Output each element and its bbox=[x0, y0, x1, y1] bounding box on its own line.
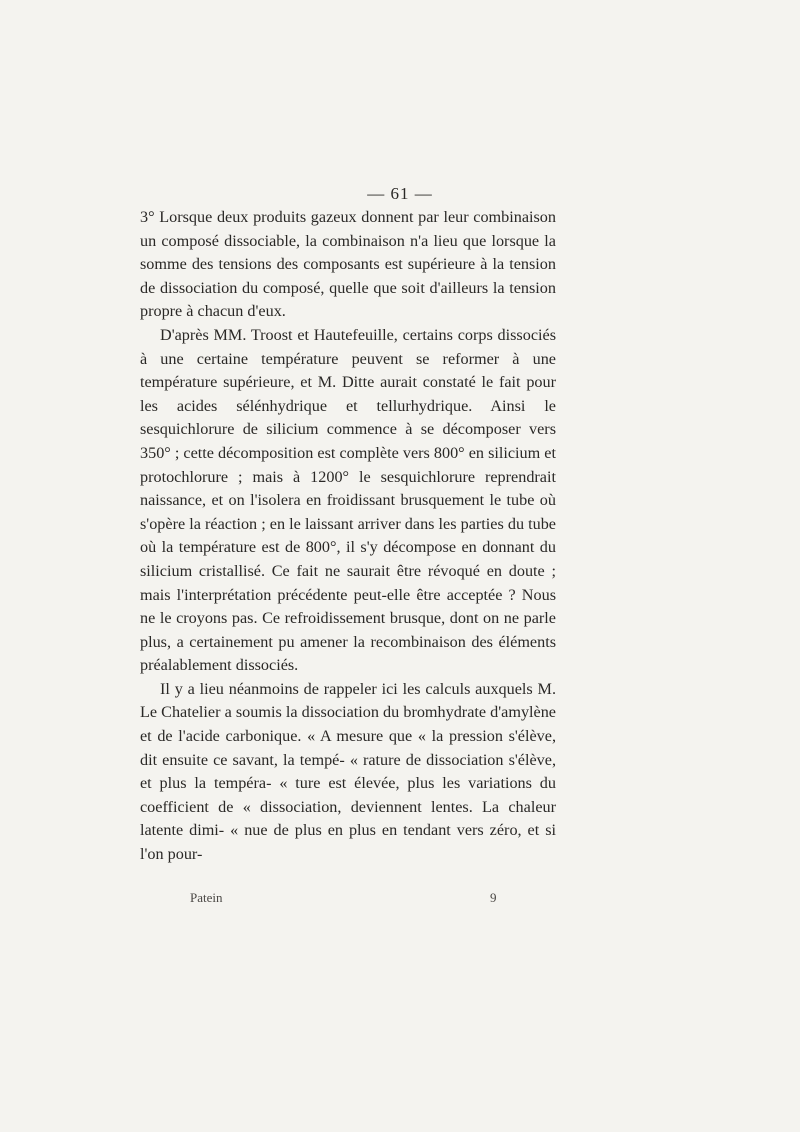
footer-sheet-number: 9 bbox=[490, 890, 497, 905]
body-text bbox=[140, 206, 556, 867]
paragraph-3: Il y a lieu néanmoins de rappeler ici les calculs auxquels M. Le Chatelier a soumis la dissociation du bromhydrate d'amylène et de l'acide carbonique. « A mesure que « la pression s'élève, dit ensuite ce savant, la tempé- « rature de dissociation s'élève, et plus la tempéra- « ture est élevée, plus les variations du coefficient de « dissociation, deviennent lentes. La chaleur latente dimi- « nue de plus en plus en tendant vers zéro, et si l'on pour- bbox=[140, 679, 556, 864]
footer-signature: Patein bbox=[190, 890, 223, 905]
paragraph-2: D'après MM. Troost et Hautefeuille, certains corps dissociés à une certaine température peuvent se reformer à une température supérieure, et M. Ditte aurait constaté le fait pour les acides sélénhydrique et tellurhydrique. Ainsi le sesquichlorure de silicium commence à se décomposer vers 350° ; cette décomposition est complète vers 800° en silicium et protochlorure ; mais à 1200° le sesquichlorure reprendrait naissance, et on l'isolera en froidissant brusquement le tube où s'opère la réaction ; en le laissant arriver dans les parties du tube où la température est de 800°, il s'y décompose en donnant du silicium cristallisé. Ce fait ne saurait être révoqué en doute ; mais l'interprétation précédente peut-elle être acceptée ? Nous ne le croyons pas. Ce refroidissement brusque, dont on ne parle plus, a certainement pu amener la recombinaison des éléments préalablement dissociés. bbox=[140, 325, 556, 675]
page-number: — 61 — bbox=[367, 184, 433, 203]
paragraph-1: 3° Lorsque deux produits gazeux donnent par leur combinaison un composé dissociable, la combinaison n'a lieu que lorsque la somme des tensions des composants est supérieure à la tension de dissociation du composé, quelle que soit d'ailleurs la tension propre à chacun d'eux. bbox=[140, 208, 556, 321]
